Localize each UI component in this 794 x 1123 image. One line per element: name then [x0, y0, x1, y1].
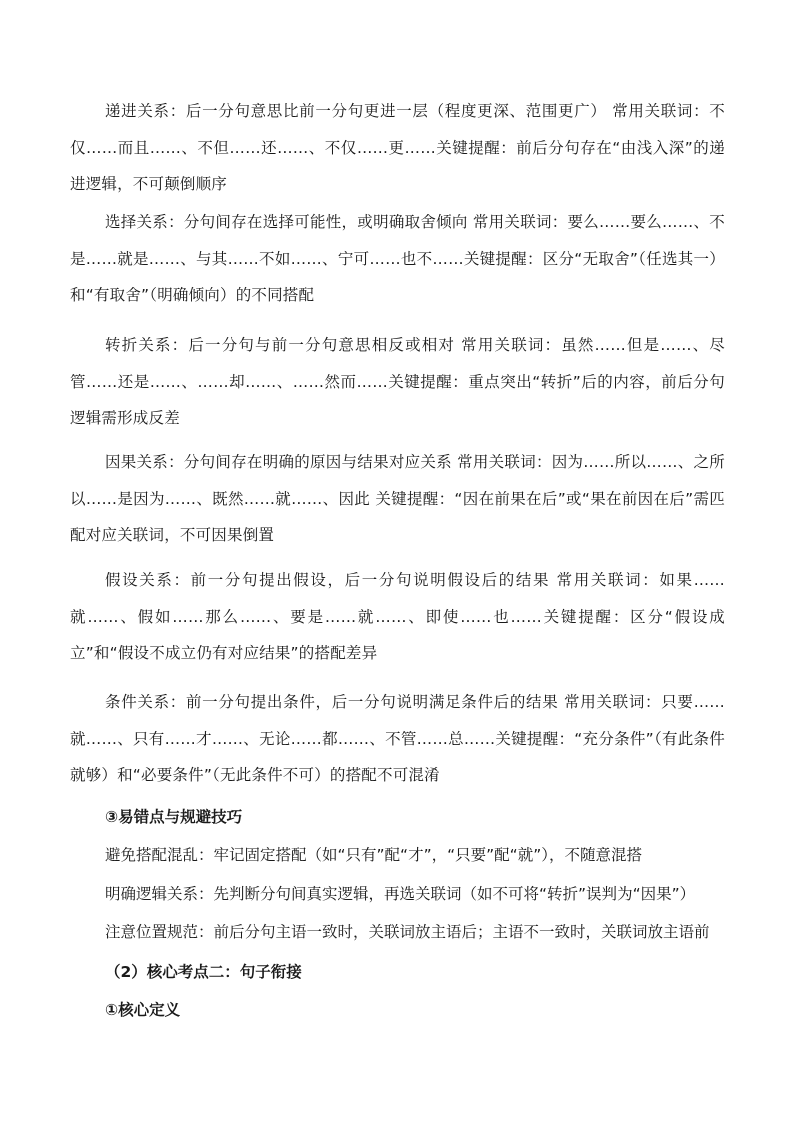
tip-avoid-mismatch: 避免搭配混乱：牢记固定搭配（如“只有”配“才”，“只要”配“就”），不随意混搭	[105, 846, 642, 864]
section-heading-core-definition: ①核心定义	[105, 1001, 181, 1019]
section-heading-pitfalls: ③易错点与规避技巧	[105, 808, 243, 826]
paragraph-conditional-relation: 条件关系：前一分句提出条件，后一分句说明满足条件后的结果 常用关联词：只要……就……、只有……才……、无论……都……、不管……总……关键提醒：“充分条件”（有此条件就够）和“必要条件”（无此条件不可）的搭配不可混淆	[70, 693, 725, 784]
paragraph-adversative-relation: 转折关系：后一分句与前一分句意思相反或相对 常用关联词：虽然……但是……、尽管……还是……、……却……、……然而……关键提醒：重点突出“转折”后的内容，前后分句逻辑需形成反差	[70, 336, 725, 427]
paragraph-choice-relation: 选择关系：分句间存在选择可能性，或明确取舍倾向 常用关联词：要么……要么……、不是……就是……、与其……不如……、宁可……也不……关键提醒：区分“无取舍”（任选其一）和“有取舍”（明确倾向）的不同搭配	[70, 213, 725, 304]
paragraph-progressive-relation: 递进关系：后一分句意思比前一分句更进一层（程度更深、范围更广） 常用关联词：不仅……而且……、不但……还……、不仅……更……关键提醒：前后分句存在“由浅入深”的递进逻辑，不可颠倒顺序	[70, 102, 725, 193]
paragraph-hypothetical-relation: 假设关系：前一分句提出假设，后一分句说明假设后的结果 常用关联词：如果……就……、假如……那么……、要是……就……、即使……也……关键提醒：区分“假设成立”和“假设不成立仍有对应结果”的搭配差异	[70, 571, 725, 662]
paragraph-causal-relation: 因果关系：分句间存在明确的原因与结果对应关系 常用关联词：因为……所以……、之所以……是因为……、既然……就……、因此 关键提醒：“因在前果在后”或“果在前因在后”需匹配对应关联词，不可因果倒置	[70, 453, 725, 544]
section-heading-core-point-2: （2）核心考点二：句子衔接	[105, 963, 302, 981]
tip-position-rule: 注意位置规范：前后分句主语一致时，关联词放主语后；主语不一致时，关联词放主语前	[105, 923, 710, 941]
tip-clarify-logic: 明确逻辑关系：先判断分句间真实逻辑，再选关联词（如不可将“转折”误判为“因果”）	[105, 885, 696, 903]
